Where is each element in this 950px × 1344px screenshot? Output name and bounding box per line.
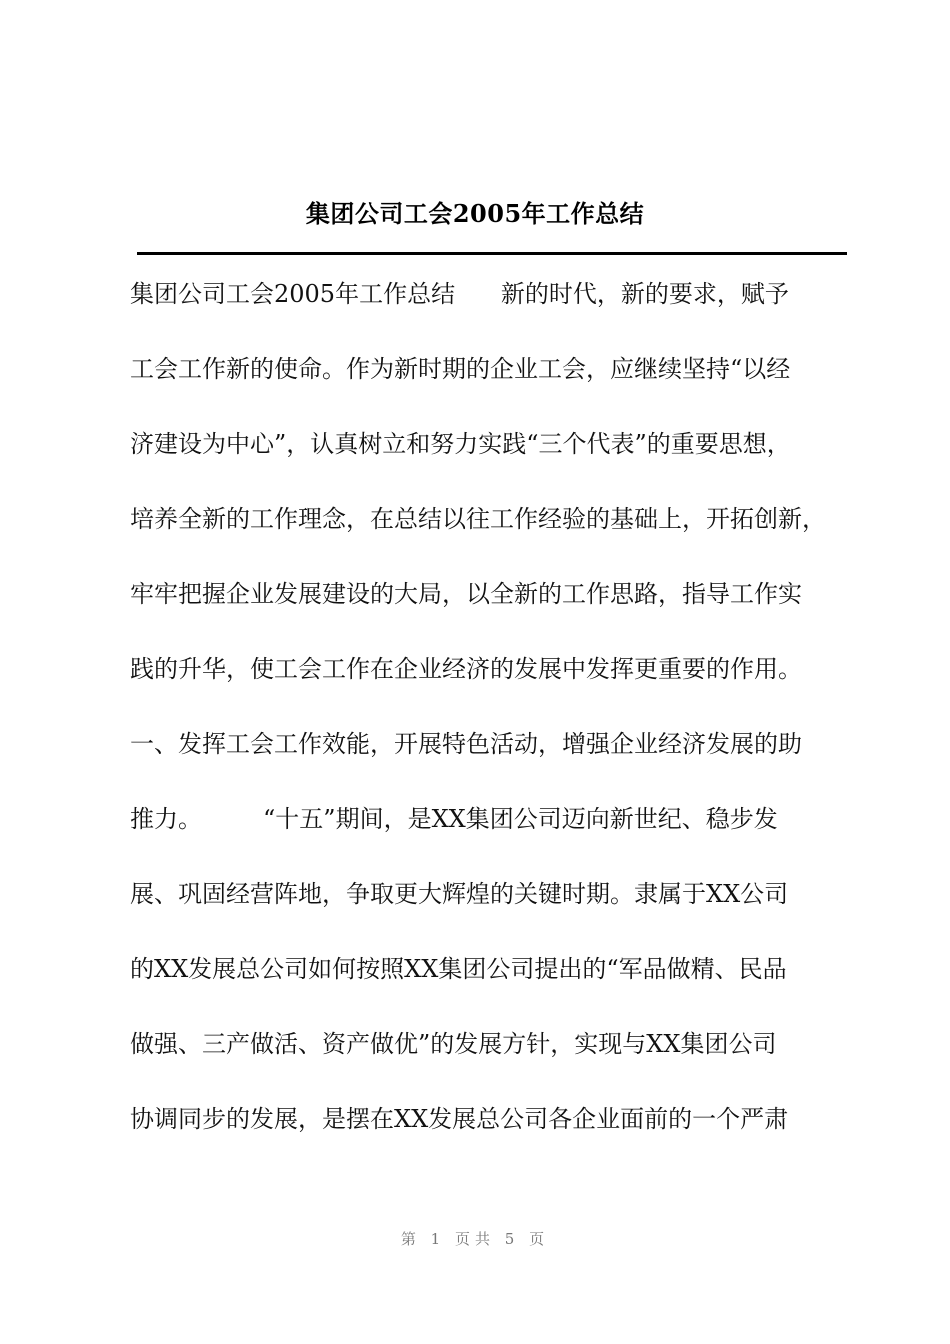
body-line: 做强、三产做活、资产做优”的发展方针，实现与XX集团公司 bbox=[130, 1030, 777, 1058]
body-line: 推力。 “十五”期间，是XX集团公司迈向新世纪、稳步发 bbox=[130, 805, 778, 833]
body-line: 济建设为中心”，认真树立和努力实践“三个代表”的重要思想， bbox=[130, 430, 791, 458]
document-body bbox=[130, 275, 850, 1175]
body-line: 一、发挥工会工作效能，开展特色活动，增强企业经济发展的助 bbox=[130, 730, 802, 758]
body-line: 践的升华，使工会工作在企业经济的发展中发挥更重要的作用。 bbox=[130, 655, 802, 683]
body-line: 培养全新的工作理念，在总结以往工作经验的基础上，开拓创新， bbox=[130, 505, 826, 533]
body-line: 展、巩固经营阵地，争取更大辉煌的关键时期。隶属于XX公司 bbox=[130, 880, 789, 908]
body-line: 集团公司工会2005年工作总结 新的时代，新的要求，赋予 bbox=[130, 280, 789, 308]
body-line: 牢牢把握企业发展建设的大局，以全新的工作思路，指导工作实 bbox=[130, 580, 802, 608]
page-number-footer: 第 1 页共 5 页 bbox=[400, 1230, 550, 1248]
body-line: 工会工作新的使命。作为新时期的企业工会，应继续坚持“以经 bbox=[130, 355, 791, 383]
body-line: 协调同步的发展，是摆在XX发展总公司各企业面前的一个严肃 bbox=[130, 1105, 789, 1133]
body-line: 的XX发展总公司如何按照XX集团公司提出的“军品做精、民品 bbox=[130, 955, 787, 983]
title-divider bbox=[137, 252, 847, 255]
document-title: 集团公司工会2005年工作总结 bbox=[305, 199, 645, 228]
